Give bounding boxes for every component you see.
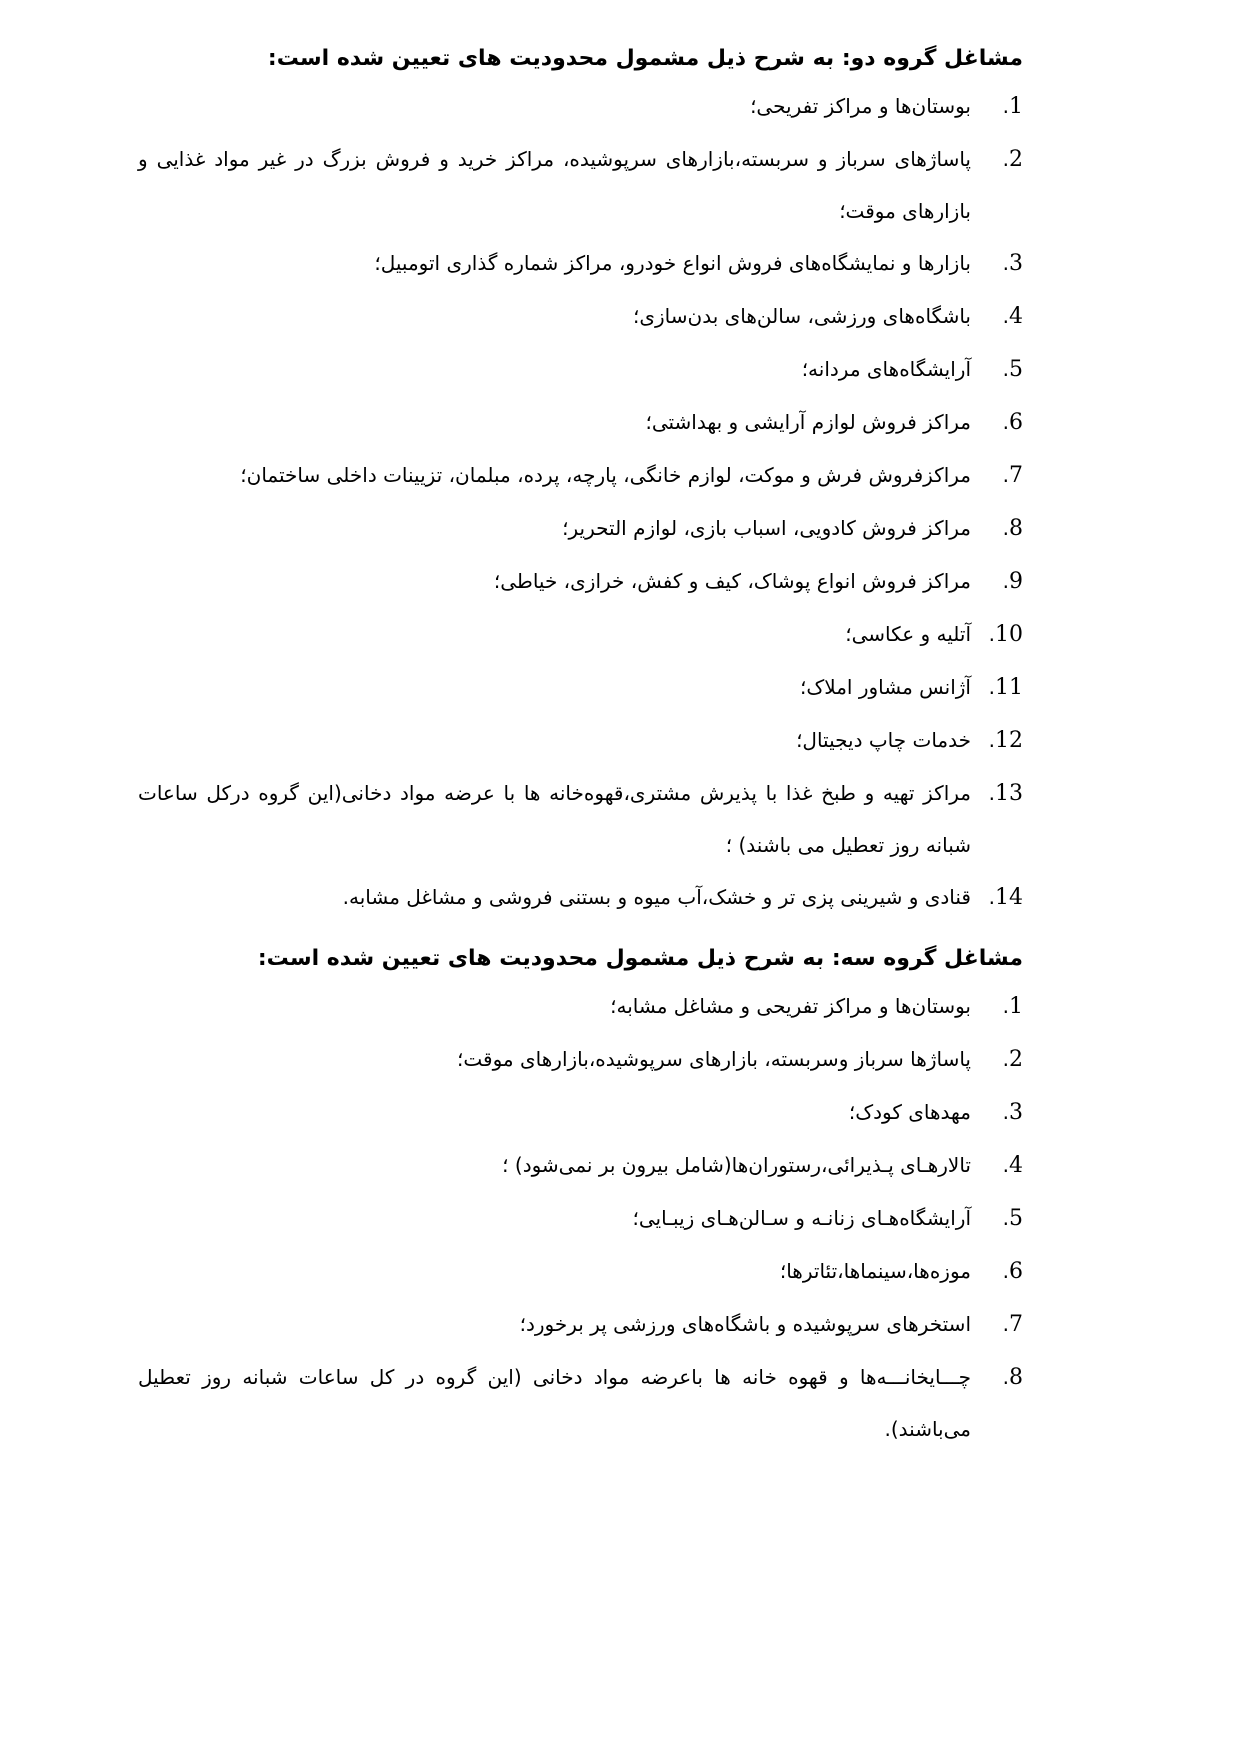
item-text: مراکزفروش فرش و موکت، لوازم خانگی، پارچه، پرده، مبلمان، تزیینات داخلی ساختمان؛ bbox=[240, 463, 971, 487]
item-text: مراکز تهیه و طبخ غذا با پذیرش مشتری،قهوه‌خانه ها با عرضه مواد دخانی(این گروه درکل ساعات شبانه روز تعطیل می باشند) ؛ bbox=[138, 781, 971, 857]
item-number: 4. bbox=[1002, 1153, 1023, 1178]
list-item bbox=[138, 343, 1023, 396]
item-text: آرایشگاه‌هـای زنانـه و سـالن‌هـای زیبـایی؛ bbox=[632, 1206, 971, 1230]
list-item bbox=[138, 133, 1023, 237]
item-text: مراکز فروش لوازم آرایشی و بهداشتی؛ bbox=[645, 410, 971, 434]
item-number: 6. bbox=[1002, 1259, 1023, 1284]
list-item bbox=[138, 1245, 1023, 1298]
list-item bbox=[138, 980, 1023, 1033]
item-number: 5. bbox=[1002, 357, 1023, 382]
item-text: آتلیه و عکاسی؛ bbox=[845, 622, 971, 646]
list-item bbox=[138, 714, 1023, 767]
list-item bbox=[138, 1139, 1023, 1192]
list-item bbox=[138, 608, 1023, 661]
item-text: باشگاه‌های ورزشی، سالن‌های بدن‌سازی؛ bbox=[633, 304, 971, 328]
list-item bbox=[138, 449, 1023, 502]
item-number: 7. bbox=[1002, 463, 1023, 488]
item-number: 1. bbox=[1002, 94, 1023, 119]
item-text: آژانس مشاور املاک؛ bbox=[800, 675, 971, 699]
list-item bbox=[138, 661, 1023, 714]
item-number: 2. bbox=[1002, 147, 1023, 172]
group-three-title: مشاغل گروه سه: به شرح ذیل مشمول محدودیت های تعیین شده است: bbox=[257, 946, 1023, 971]
list-item bbox=[138, 871, 1023, 924]
group-two-list bbox=[138, 80, 1023, 924]
list-item bbox=[138, 1033, 1023, 1086]
list-item bbox=[138, 1086, 1023, 1139]
item-number: 6. bbox=[1002, 410, 1023, 435]
list-item bbox=[138, 1351, 1023, 1455]
item-text: استخرهای سرپوشیده و باشگاه‌های ورزشی پر برخورد؛ bbox=[519, 1312, 971, 1336]
item-number: 2. bbox=[1002, 1047, 1023, 1072]
list-item bbox=[138, 80, 1023, 133]
item-text: مراکز فروش کادویی، اسباب بازی، لوازم التحریر؛ bbox=[562, 516, 971, 540]
group-two-title: مشاغل گروه دو: به شرح ذیل مشمول محدودیت های تعیین شده است: bbox=[267, 46, 1023, 71]
item-number: 13. bbox=[988, 781, 1023, 806]
item-number: 14. bbox=[988, 885, 1023, 910]
item-text: مراکز فروش انواع پوشاک، کیف و کفش، خرازی، خیاطی؛ bbox=[493, 569, 971, 593]
document-page bbox=[138, 38, 1023, 1469]
list-item bbox=[138, 502, 1023, 555]
item-number: 7. bbox=[1002, 1312, 1023, 1337]
list-item bbox=[138, 290, 1023, 343]
item-number: 1. bbox=[1002, 994, 1023, 1019]
item-number: 11. bbox=[988, 675, 1023, 700]
item-text: بوستان‌ها و مراکز تفریحی و مشاغل مشابه؛ bbox=[610, 994, 971, 1018]
item-number: 8. bbox=[1002, 1365, 1023, 1390]
list-item bbox=[138, 1298, 1023, 1351]
item-text: چـــایخانـــه‌ها و قهوه خانه ها باعرضه مواد دخانی (این گروه در کل ساعات شبانه روز تعطیل می‌باشند). bbox=[138, 1365, 971, 1441]
item-number: 10. bbox=[988, 622, 1023, 647]
item-text: پاساژها سرباز وسربسته، بازارهای سرپوشیده،بازارهای موقت؛ bbox=[457, 1047, 971, 1071]
item-text: قنادی و شیرینی پزی تر و خشک،آب میوه و بستنی فروشی و مشاغل مشابه. bbox=[342, 885, 971, 909]
list-item bbox=[138, 767, 1023, 871]
group-three-list bbox=[138, 980, 1023, 1455]
item-text: موزه‌ها،سینماها،تئاترها؛ bbox=[779, 1259, 971, 1283]
group-two-section bbox=[138, 38, 1023, 924]
item-number: 8. bbox=[1002, 516, 1023, 541]
group-three-section bbox=[138, 938, 1023, 1455]
item-number: 3. bbox=[1002, 1100, 1023, 1125]
list-item bbox=[138, 1192, 1023, 1245]
list-item bbox=[138, 396, 1023, 449]
list-item bbox=[138, 555, 1023, 608]
item-number: 5. bbox=[1002, 1206, 1023, 1231]
item-text: تالارهـای پـذیرائی،رستوران‌ها(شامل بیرون بر نمی‌شود) ؛ bbox=[502, 1153, 971, 1177]
item-text: بازارها و نمایشگاه‌های فروش انواع خودرو، مراکز شماره گذاری اتومبیل؛ bbox=[374, 251, 971, 275]
item-number: 9. bbox=[1002, 569, 1023, 594]
list-item bbox=[138, 237, 1023, 290]
item-number: 4. bbox=[1002, 304, 1023, 329]
item-text: خدمات چاپ دیجیتال؛ bbox=[796, 728, 971, 752]
item-text: پاساژهای سرباز و سربسته،بازارهای سرپوشیده، مراکز خرید و فروش بزرگ در غیر مواد غذایی و بازارهای موقت؛ bbox=[138, 147, 971, 223]
item-text: بوستان‌ها و مراکز تفریحی؛ bbox=[750, 94, 971, 118]
item-number: 3. bbox=[1002, 251, 1023, 276]
item-number: 12. bbox=[988, 728, 1023, 753]
item-text: مهدهای کودک؛ bbox=[848, 1100, 971, 1124]
item-text: آرایشگاه‌های مردانه؛ bbox=[801, 357, 971, 381]
